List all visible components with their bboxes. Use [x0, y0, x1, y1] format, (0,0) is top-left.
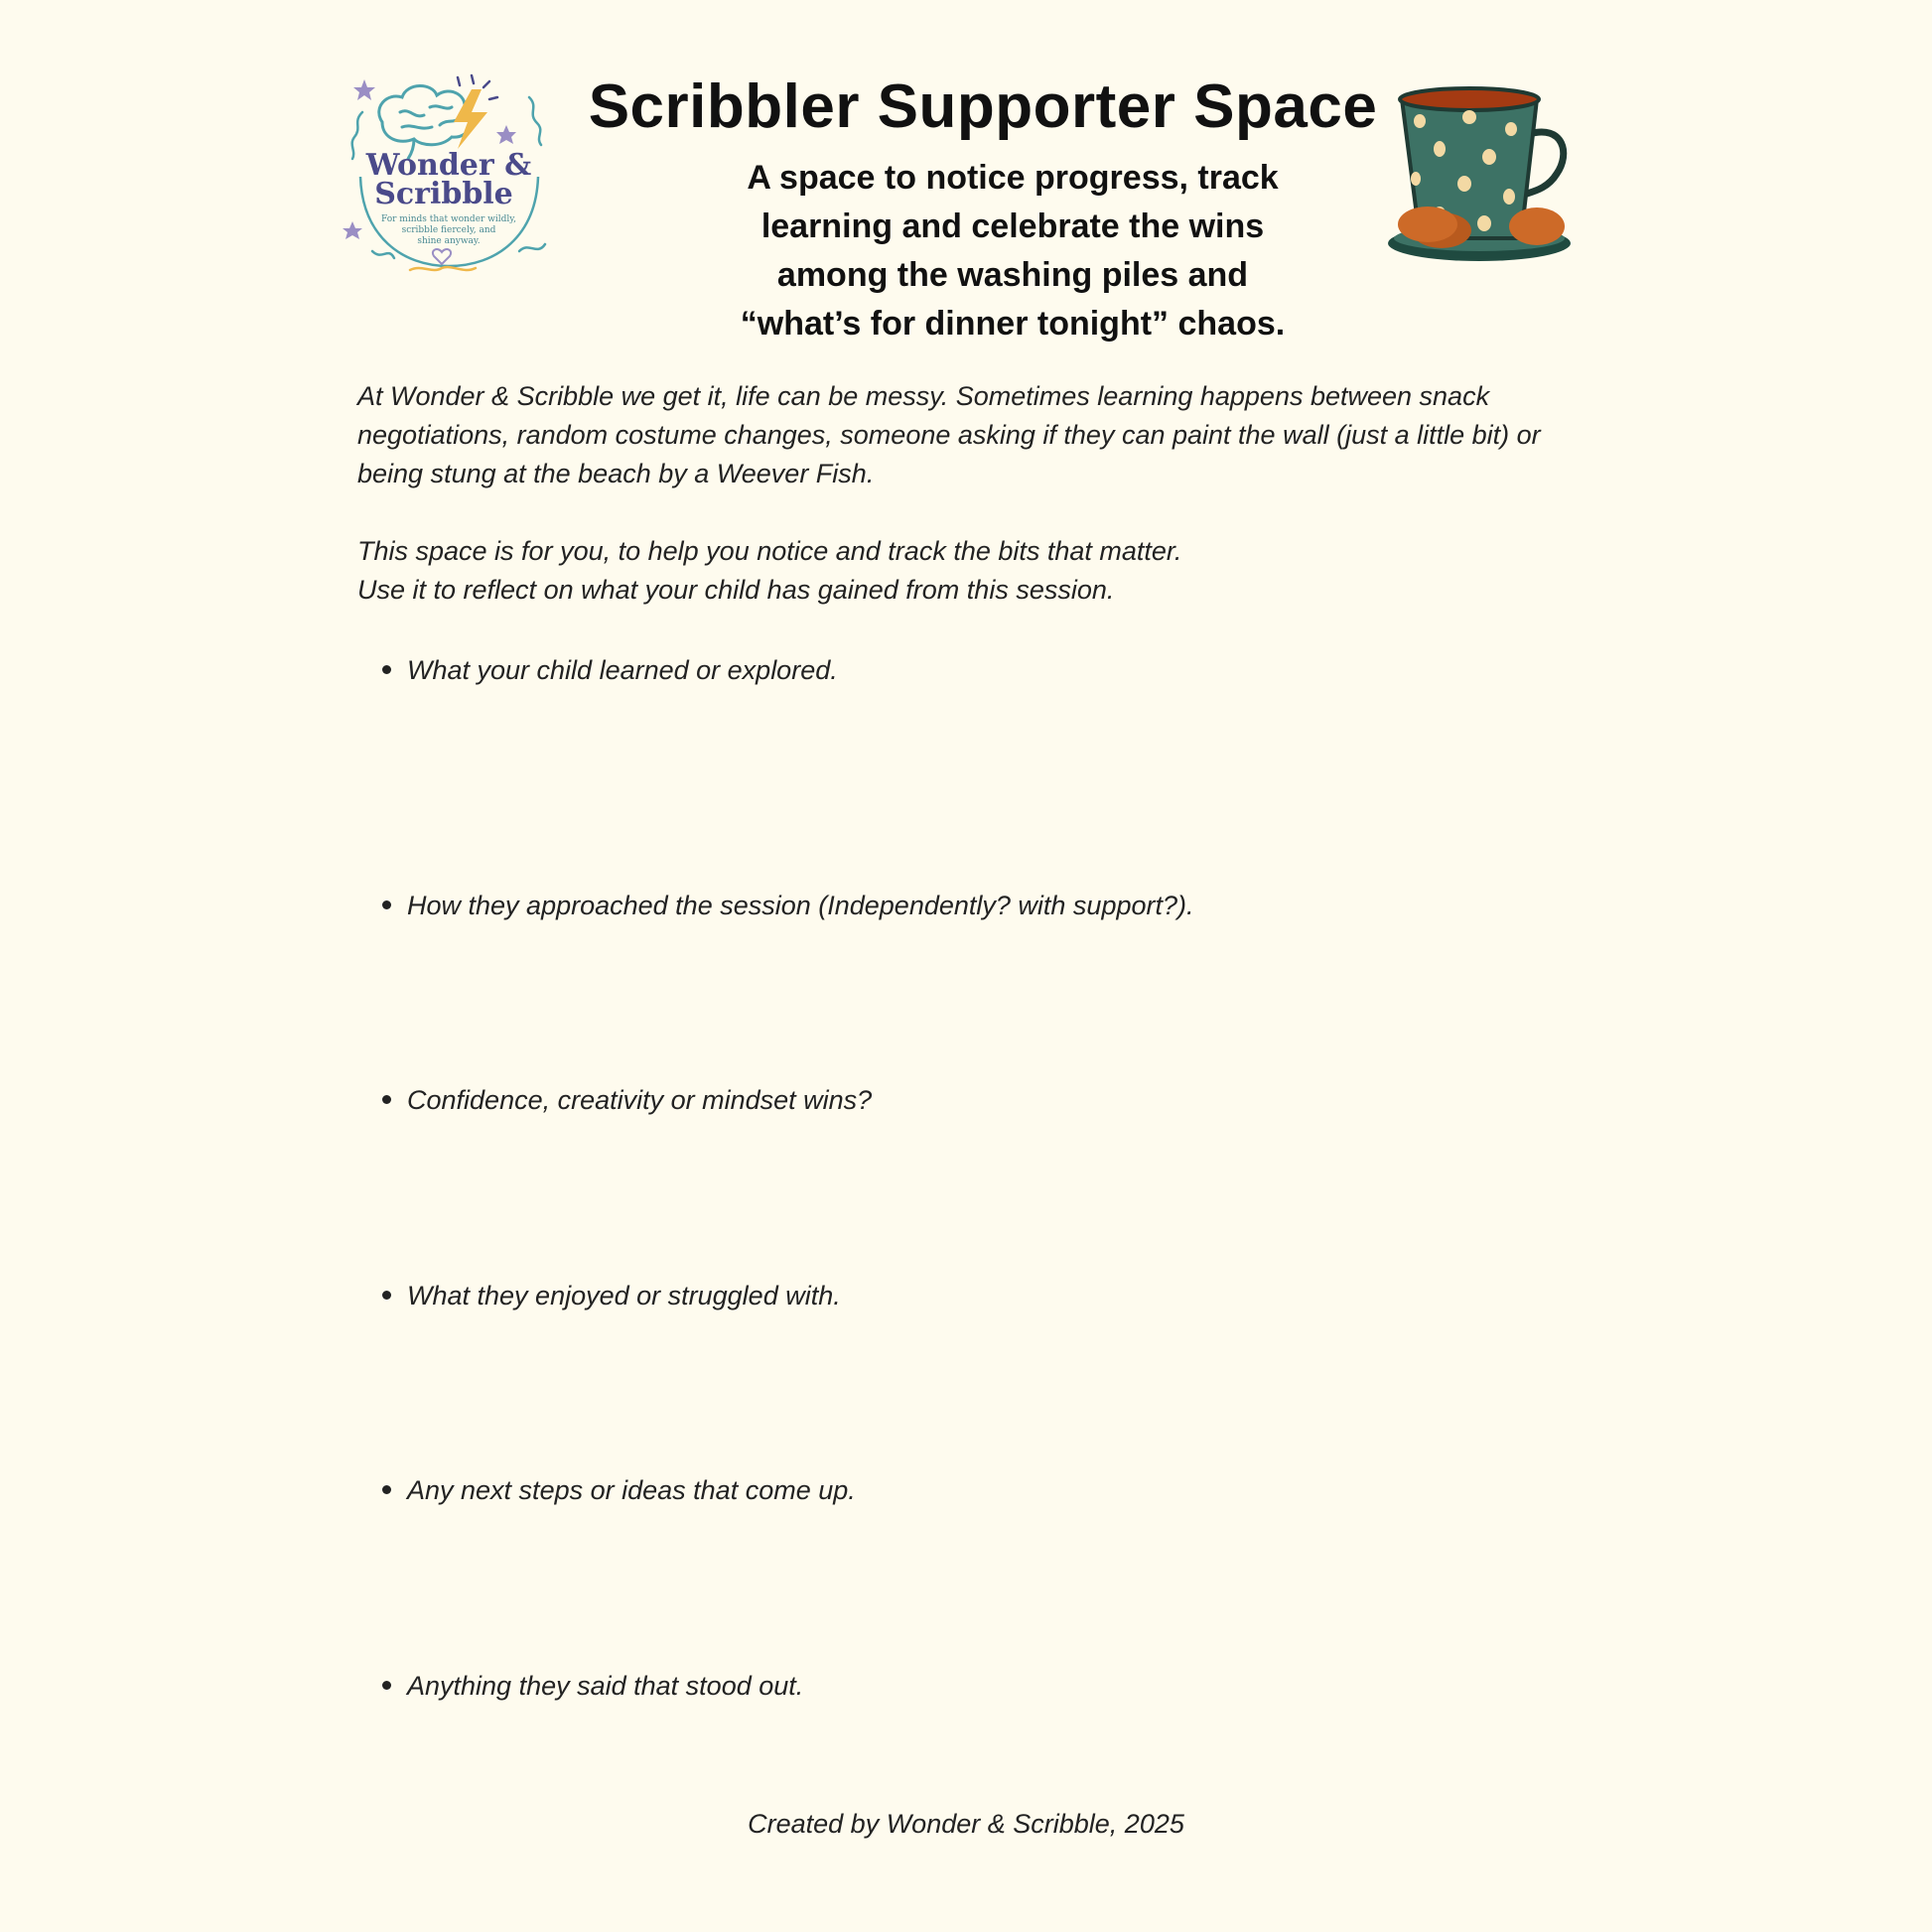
- prompt-item-approach: [382, 886, 1524, 925]
- teacup-illustration: [1380, 79, 1579, 268]
- wonder-scribble-logo: [343, 68, 556, 281]
- star-icon: [496, 125, 516, 144]
- bullet-icon: [382, 1485, 391, 1494]
- prompt-text: Confidence, creativity or mindset wins?: [407, 1085, 873, 1115]
- tea-surface-shape: [1400, 88, 1539, 110]
- squiggle-decoration: [352, 112, 362, 159]
- intro-line: Use it to reflect on what your child has gained from this session.: [357, 575, 1115, 605]
- prompt-item-next-steps: [382, 1470, 1524, 1510]
- biscuit-shape: [1509, 207, 1565, 245]
- heart-icon: [433, 249, 451, 264]
- bullet-icon: [382, 900, 391, 909]
- bullet-icon: [382, 665, 391, 674]
- lightning-bolt-icon: [454, 89, 487, 149]
- prompt-item-enjoyed: [382, 1276, 1524, 1315]
- prompt-text: What they enjoyed or struggled with.: [407, 1281, 841, 1311]
- logo-wordmark-line2: Scribble: [374, 177, 513, 211]
- star-icon: [353, 79, 375, 100]
- page-subtitle: [695, 154, 1330, 348]
- intro-text: [357, 377, 1598, 610]
- prompt-text: Any next steps or ideas that come up.: [407, 1475, 856, 1505]
- squiggle-decoration: [372, 251, 394, 258]
- squiggle-decoration: [529, 97, 541, 145]
- subtitle-line: among the washing piles and: [776, 256, 1249, 294]
- logo-wordmark-line1: Wonder &: [365, 148, 532, 183]
- intro-paragraph: [357, 532, 1598, 610]
- prompt-text: How they approached the session (Independently? with support?).: [407, 891, 1194, 920]
- subtitle-line: A space to notice progress, track: [747, 159, 1279, 197]
- subtitle-line: “what’s for dinner tonight” chaos.: [740, 305, 1286, 343]
- logo-tagline-line2: scribble fiercely, and: [401, 225, 496, 235]
- squiggle-decoration: [519, 244, 545, 251]
- wave-decoration: [410, 267, 476, 270]
- teacup-icon: [1380, 79, 1579, 268]
- bullet-icon: [382, 1095, 391, 1104]
- star-icon: [343, 221, 362, 239]
- prompt-item-quotes: [382, 1666, 1524, 1706]
- logo-graphic: [343, 68, 556, 281]
- biscuit-shape: [1398, 207, 1457, 242]
- prompt-item-learned: [382, 650, 1524, 690]
- bullet-icon: [382, 1291, 391, 1300]
- prompt-item-wins: [382, 1080, 1524, 1120]
- logo-tagline-line3: shine anyway.: [417, 236, 481, 246]
- page-title: Scribbler Supporter Space: [588, 72, 1378, 141]
- intro-line: This space is for you, to help you notice and track the bits that matter.: [357, 536, 1182, 566]
- logo-tagline-line1: For minds that wonder wildly,: [380, 214, 517, 224]
- footer-credit: Created by Wonder & Scribble, 2025: [748, 1809, 1184, 1839]
- intro-paragraph: At Wonder & Scribble we get it, life can be messy. Sometimes learning happens between snack negotiations, random costume changes, someone asking if they can paint the wall (just a little bit) or being stung at the beach by a Weever Fish.: [357, 381, 1541, 488]
- prompt-text: Anything they said that stood out.: [407, 1671, 804, 1701]
- bullet-icon: [382, 1681, 391, 1690]
- subtitle-line: learning and celebrate the wins: [760, 207, 1265, 245]
- prompt-text: What your child learned or explored.: [407, 655, 838, 685]
